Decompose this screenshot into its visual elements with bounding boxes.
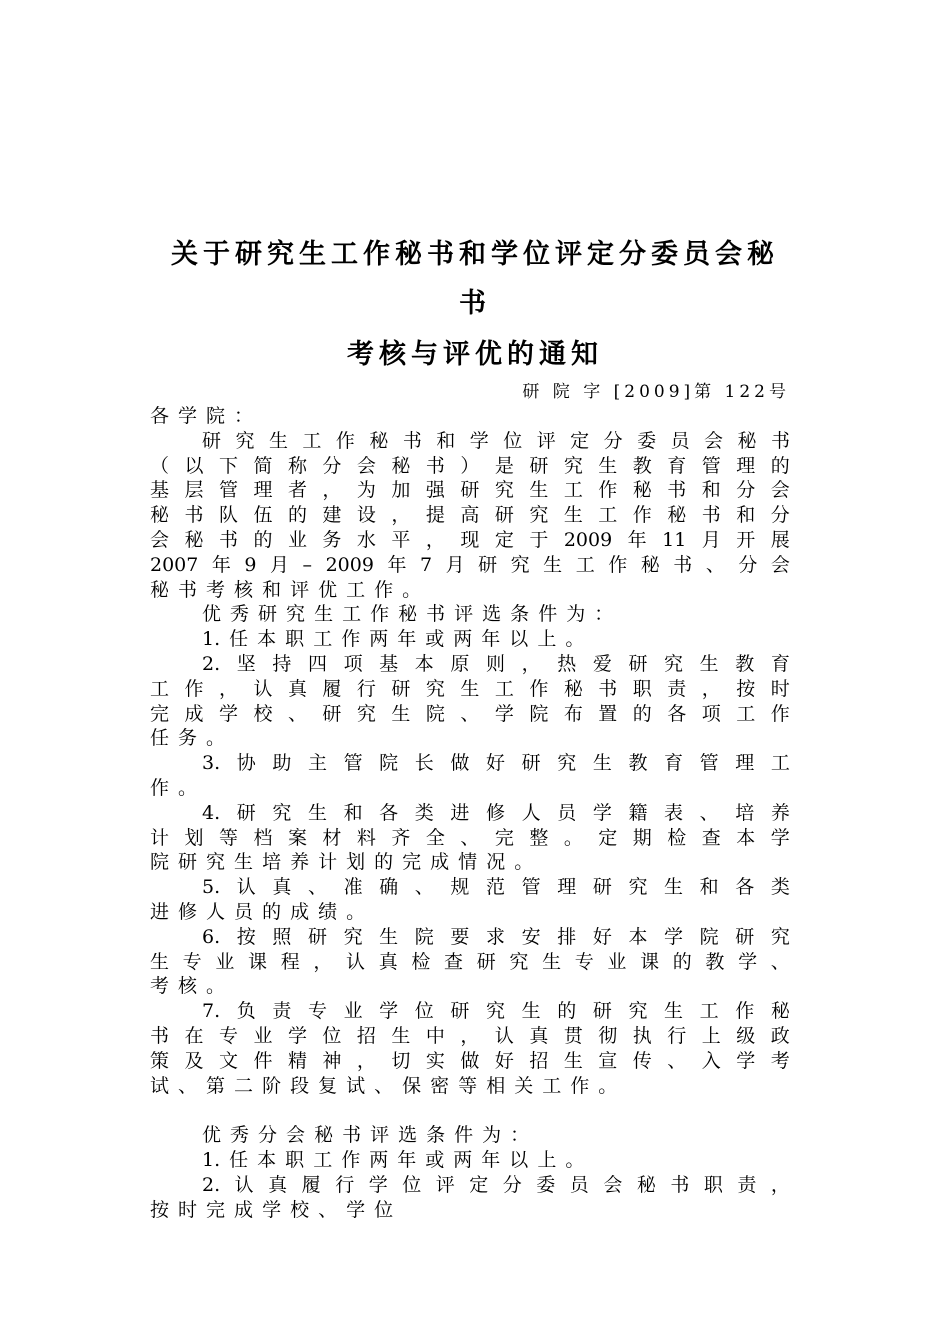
body-line: 按 时 完 成 学 校 、 学 位 bbox=[150, 1198, 394, 1221]
body-line: 1. 任 本 职 工 作 两 年 或 两 年 以 上 。 bbox=[202, 1148, 585, 1171]
body-line: 1. 任 本 职 工 作 两 年 或 两 年 以 上 。 bbox=[202, 628, 585, 651]
document-title-line-3: 考核与评优的通知 bbox=[347, 339, 603, 370]
body-line: 进 修 人 员 的 成 绩 。 bbox=[150, 900, 366, 923]
body-line: 各 学 院 ： bbox=[150, 405, 254, 427]
body-line: 试 、 第 二 阶 段 复 试 、 保 密 等 相 关 工 作 。 bbox=[150, 1074, 618, 1097]
body-line: 秘 书 考 核 和 评 优 工 作 。 bbox=[150, 578, 422, 601]
body-line: 5. 认 真 、 准 确 、 规 范 管 理 研 究 生 和 各 类 bbox=[202, 876, 790, 899]
body-line: 优 秀 研 究 生 工 作 秘 书 评 选 条 件 为 ： bbox=[202, 603, 614, 626]
body-line: 秘 书 队 伍 的 建 设 ， 提 高 研 究 生 工 作 秘 书 和 分 bbox=[150, 504, 790, 527]
body-line: 研 究 生 工 作 秘 书 和 学 位 评 定 分 委 员 会 秘 书 bbox=[202, 429, 790, 452]
body-line: 4. 研 究 生 和 各 类 进 修 人 员 学 籍 表 、 培 养 bbox=[202, 801, 790, 824]
body-line: 7. 负 责 专 业 学 位 研 究 生 的 研 究 生 工 作 秘 bbox=[202, 1000, 790, 1023]
body-line: 生 专 业 课 程 ， 认 真 检 查 研 究 生 专 业 课 的 教 学 、 bbox=[150, 950, 790, 973]
body-line: 2007 年 9 月 – 2009 年 7 月 研 究 生 工 作 秘 书 、 分 会 bbox=[150, 553, 790, 576]
body-line: 计 划 等 档 案 材 料 齐 全 、 完 整 。 定 期 检 查 本 学 bbox=[150, 826, 790, 849]
document-title-line-1: 关于研究生工作秘书和学位评定分委员会秘 bbox=[171, 239, 779, 270]
body-line: （ 以 下 简 称 分 会 秘 书 ） 是 研 究 生 教 育 管 理 的 bbox=[150, 454, 790, 477]
body-line: 考 核 。 bbox=[150, 975, 226, 998]
body-line: 工 作 ， 认 真 履 行 研 究 生 工 作 秘 书 职 责 ， 按 时 bbox=[150, 677, 790, 700]
body-line: 院 研 究 生 培 养 计 划 的 完 成 情 况 。 bbox=[150, 851, 534, 874]
body-line: 基 层 管 理 者 ， 为 加 强 研 究 生 工 作 秘 书 和 分 会 bbox=[150, 479, 790, 502]
body-line: 完 成 学 校 、 研 究 生 院 、 学 院 布 置 的 各 项 工 作 bbox=[150, 702, 790, 725]
body-line: 会 秘 书 的 业 务 水 平 ， 现 定 于 2009 年 11 月 开 展 bbox=[150, 528, 790, 551]
document-number: 研 院 字 [2009]第 122号 bbox=[522, 382, 790, 402]
body-line: 任 务 。 bbox=[150, 727, 226, 750]
body-line: 6. 按 照 研 究 生 院 要 求 安 排 好 本 学 院 研 究 bbox=[202, 925, 790, 948]
body-line: 2. 认 真 履 行 学 位 评 定 分 委 员 会 秘 书 职 责 ， bbox=[202, 1173, 790, 1196]
body-line: 3. 协 助 主 管 院 长 做 好 研 究 生 教 育 管 理 工 bbox=[202, 752, 790, 775]
body-line: 书 在 专 业 学 位 招 生 中 ， 认 真 贯 彻 执 行 上 级 政 bbox=[150, 1024, 790, 1047]
body-line: 2. 坚 持 四 项 基 本 原 则 ， 热 爱 研 究 生 教 育 bbox=[202, 652, 790, 675]
document-body bbox=[150, 404, 790, 1222]
body-line bbox=[150, 1098, 790, 1123]
body-line: 优 秀 分 会 秘 书 评 选 条 件 为 ： bbox=[202, 1124, 530, 1147]
body-line: 作 。 bbox=[150, 776, 198, 799]
document-title-line-2: 书 bbox=[459, 288, 491, 319]
body-line: 策 及 文 件 精 神 ， 切 实 做 好 招 生 宣 传 、 入 学 考 bbox=[150, 1049, 790, 1072]
